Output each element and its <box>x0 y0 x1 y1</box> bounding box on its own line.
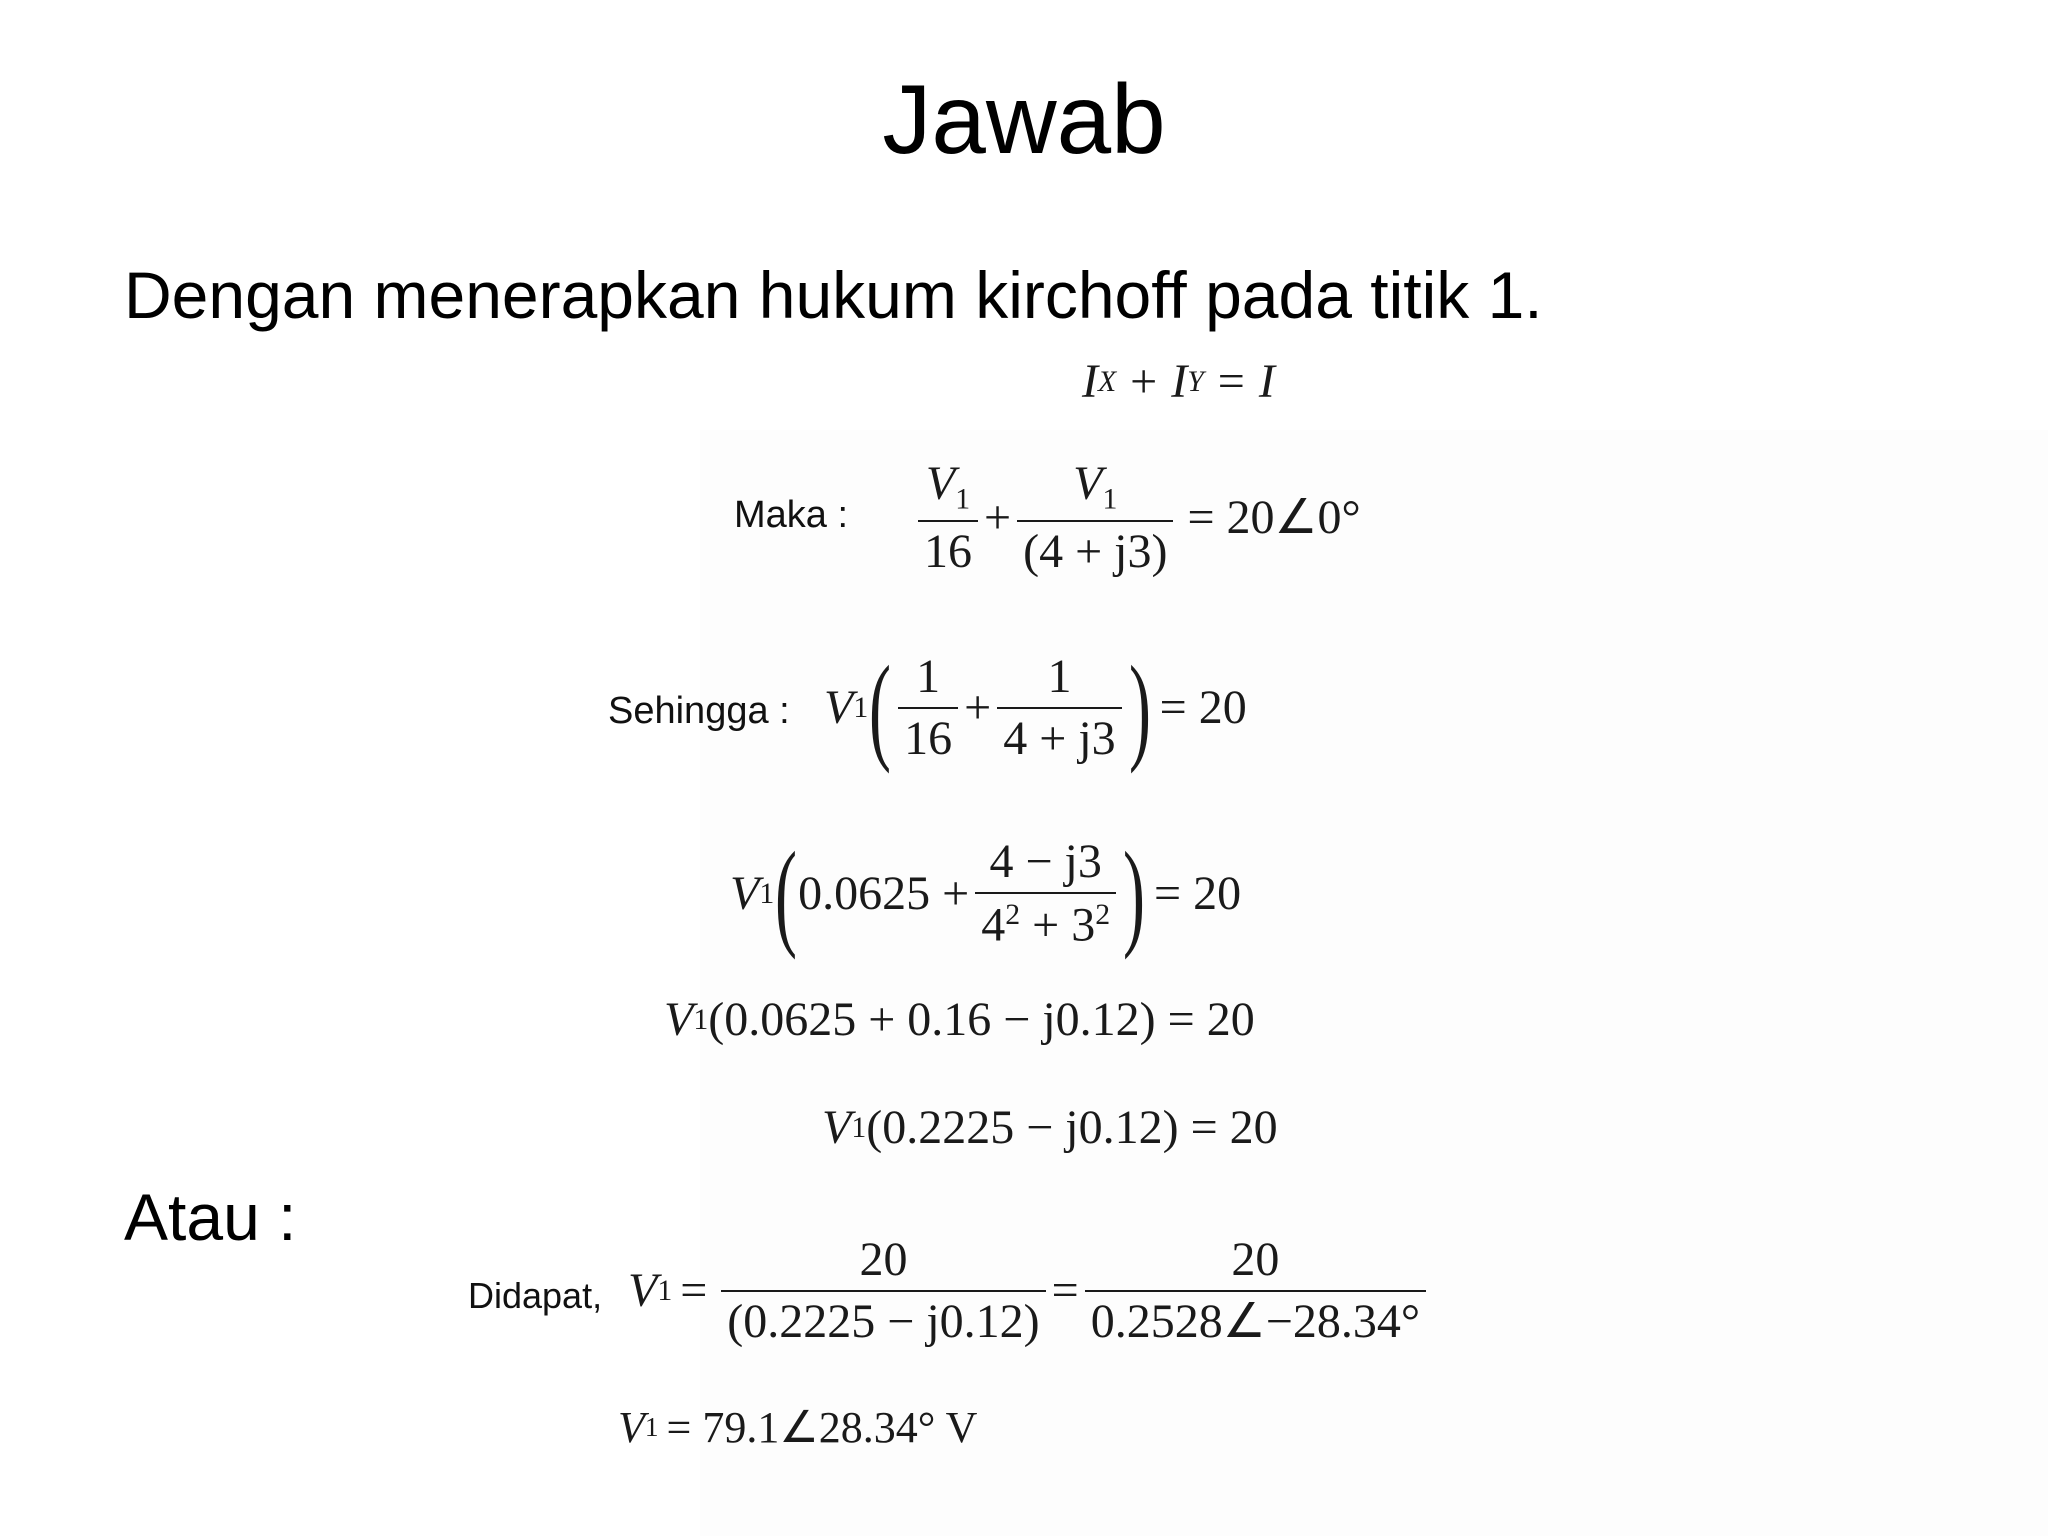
equation-result <box>618 1403 978 1452</box>
equation-step-3 <box>730 827 1242 960</box>
intro-text: Dengan menerapkan hukum kirchoff pada titik 1. <box>124 258 1543 332</box>
result-body: = 79.1∠28.34° V <box>666 1403 978 1452</box>
result-v-sub: 1 <box>644 1412 659 1443</box>
right-paren: ) <box>1123 827 1146 960</box>
slide-title: Jawab <box>882 64 1166 174</box>
maka-label: Maka : <box>734 494 849 536</box>
step5-body: (0.2225 − j0.12) = 20 <box>866 1101 1278 1154</box>
didapat-eq2: = <box>1051 1264 1079 1317</box>
equation-maka <box>912 457 1361 579</box>
sehingga-frac2-den: 4 + j3 <box>997 707 1121 763</box>
equation-sehingga <box>824 641 1247 774</box>
sehingga-fraction-1 <box>898 650 958 765</box>
didapat-v-sub: 1 <box>657 1274 673 1308</box>
maka-fraction-2 <box>1017 457 1173 579</box>
step3-den-b-sup: 2 <box>1095 898 1111 932</box>
right-paren: ) <box>1128 641 1151 774</box>
sehingga-label: Sehingga : <box>608 690 790 732</box>
step5-v-sub: 1 <box>851 1111 867 1145</box>
equation-image-bg <box>700 430 2048 1536</box>
kcl-rhs: I <box>1258 355 1275 408</box>
maka-frac2-num: V <box>1073 457 1103 510</box>
didapat-frac2-den: 0.2528∠−28.34° <box>1085 1290 1426 1346</box>
step3-den-a: 4 <box>981 898 1006 952</box>
kcl-term-a-sub: X <box>1097 365 1117 399</box>
didapat-fraction-2 <box>1085 1233 1426 1348</box>
sehingga-plus: + <box>964 681 992 734</box>
kcl-term-a: I <box>1082 355 1098 408</box>
sehingga-v-sub: 1 <box>853 691 869 725</box>
kcl-term-b-sub: Y <box>1187 365 1204 399</box>
left-paren: ( <box>775 827 798 960</box>
kcl-term-b: I <box>1171 355 1188 408</box>
maka-frac1-den: 16 <box>918 520 978 576</box>
maka-frac1-num: V <box>925 457 956 510</box>
step4-v-sub: 1 <box>693 1003 709 1037</box>
result-v: V <box>618 1403 645 1452</box>
step3-den-plus: + 3 <box>1020 898 1096 952</box>
didapat-fraction-1 <box>721 1233 1045 1348</box>
sehingga-v: V <box>824 681 854 734</box>
maka-fraction-1 <box>918 457 978 579</box>
step3-rhs: = 20 <box>1154 867 1242 920</box>
step3-fraction <box>975 835 1116 952</box>
maka-rhs: = 20∠0° <box>1187 491 1361 545</box>
sehingga-rhs: = 20 <box>1159 681 1247 734</box>
maka-frac2-den: (4 + j3) <box>1017 520 1173 576</box>
step3-frac-num: 4 − j3 <box>989 835 1102 889</box>
left-paren: ( <box>869 641 892 774</box>
maka-plus: + <box>984 491 1012 545</box>
step4-v: V <box>664 993 694 1046</box>
equation-step-5 <box>822 1101 1278 1154</box>
didapat-frac2-num: 20 <box>1231 1233 1280 1286</box>
sehingga-frac2-num: 1 <box>1047 650 1072 703</box>
equation-didapat <box>628 1233 1432 1348</box>
step3-const: 0.0625 + <box>798 867 970 920</box>
equation-step-4 <box>664 993 1255 1046</box>
step4-body: (0.0625 + 0.16 − j0.12) = 20 <box>708 993 1255 1046</box>
step3-v: V <box>730 867 760 920</box>
maka-frac1-num-sub: 1 <box>955 482 971 516</box>
sehingga-fraction-2 <box>997 650 1121 765</box>
didapat-label: Didapat, <box>468 1275 603 1316</box>
kcl-plus: + <box>1130 355 1158 408</box>
sehingga-frac1-den: 16 <box>898 707 958 763</box>
sehingga-frac1-num: 1 <box>916 650 941 703</box>
step5-v: V <box>822 1101 852 1154</box>
step3-frac-den <box>975 892 1116 952</box>
maka-frac2-num-sub: 1 <box>1102 482 1118 516</box>
kcl-equals: = <box>1217 355 1245 408</box>
equation-kcl <box>1082 355 1275 408</box>
didapat-frac1-den: (0.2225 − j0.12) <box>721 1290 1045 1346</box>
atau-text: Atau : <box>124 1180 297 1254</box>
didapat-eq1: = <box>680 1264 708 1317</box>
step3-v-sub: 1 <box>759 877 775 911</box>
didapat-v: V <box>628 1264 658 1317</box>
didapat-frac1-num: 20 <box>859 1233 908 1286</box>
step3-den-a-sup: 2 <box>1005 898 1021 932</box>
